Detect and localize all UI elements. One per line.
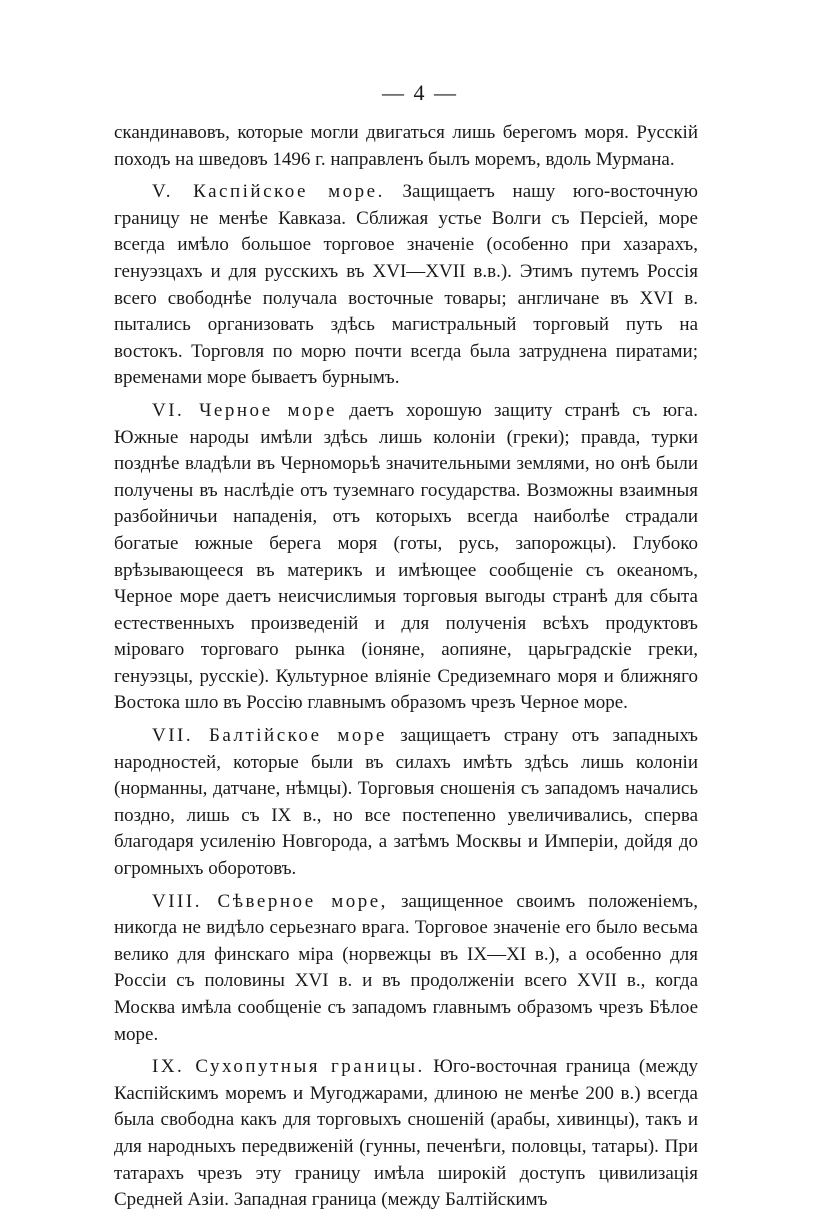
page-number: — 4 —: [382, 80, 458, 105]
paragraph-intro-text: скандинавовъ, которые могли двигаться лишь берегомъ моря. Русскій походъ на шведовъ 1496 г. направленъ былъ моремъ, вдоль Мурмана.: [114, 122, 698, 170]
section-heading-land-borders: IX. Сухопутныя границы.: [152, 1056, 425, 1078]
section-heading-caspian-sea: V. Каспійское море.: [152, 181, 385, 203]
paragraph-black-sea-text: даетъ хорошую защиту странѣ съ юга. Южные народы имѣли здѣсь лишь колоніи (греки); правда, турки позднѣе владѣли въ Черноморьѣ значительными землями, но онѣ были получены въ наслѣдіе отъ туземнаго государства. Возможны взаимныя разбойничьи нападенія, отъ которыхъ всегда наиболѣе страдали богатые южные берега моря (готы, русь, запорожцы). Глубоко врѣзывающееся въ материкъ и имѣющее сообщеніе съ океаномъ, Черное море даетъ неисчислимыя торговыя выгоды странѣ для сбыта естественныхъ произведеній и для полученія всѣхъ продуктовъ міроваго торговаго рынка (іоняне, аопияне, царьградскіе греки, генуэзцы, русскіе). Культурное вліяніе Средиземнаго моря и ближняго Востока шло въ Россію главнымъ образомъ чрезъ Черное море.: [114, 399, 698, 714]
section-heading-baltic-sea: VII. Балтійское море: [152, 725, 387, 747]
paragraph-black-sea: [114, 398, 698, 717]
paragraph-intro: [114, 120, 698, 173]
paragraph-caspian-sea-text: Защищаетъ нашу юго-восточную границу не менѣе Кавказа. Сближая устье Волги съ Персіей, море всегда имѣло большое торговое значеніе (особенно при хазарахъ, генуэзцахъ и для русскихъ въ XVI—XVII в.в.). Этимъ путемъ Россія всего свободнѣе получала восточные товары; англичане въ XVI в. пытались организовать здѣсь магистральный торговый путь на востокъ. Торговля по морю почти всегда была затруднена пиратами; временами море бываетъ бурнымъ.: [114, 181, 698, 389]
paragraph-land-borders: [114, 1054, 698, 1214]
paragraph-caspian-sea: [114, 179, 698, 392]
paragraph-baltic-sea: [114, 723, 698, 883]
paragraph-baltic-sea-text: защищаетъ страну отъ западныхъ народностей, которые были въ силахъ имѣть здѣсь лишь колоніи (норманны, датчане, нѣмцы). Торговыя сношенія съ западомъ начались поздно, лишь съ IX в., но все постепенно увеличивались, сперва благодаря усиленію Новгорода, а затѣмъ Москвы и Имперіи, дойдя до огромныхъ оборотовъ.: [114, 725, 698, 880]
section-heading-black-sea: VI. Черное море: [152, 399, 337, 421]
body-text: [114, 120, 698, 1220]
paragraph-northern-sea: [114, 889, 698, 1049]
paragraph-northern-sea-text: защищенное своимъ положеніемъ, никогда не видѣло серьезнаго врага. Торговое значеніе его было весьма велико для финскаго міра (норвежцы въ IX—XI в.), а особенно для Россіи съ половины XVI в. и въ продолженіи всего XVII в., когда Москва имѣла сообщеніе съ западомъ главнымъ образомъ чрезъ Бѣлое море.: [114, 890, 698, 1045]
paragraph-land-borders-text: Юго-восточная граница (между Каспійскимъ моремъ и Мугоджарами, длиною не менѣе 200 в.) всегда была свободна какъ для торговыхъ сношеній (арабы, хивинцы), такъ и для народныхъ передвиженій (гунны, печенѣги, половцы, татары). При татарахъ чрезъ эту границу имѣла широкій доступъ цивилизація Средней Азіи. Западная граница (между Балтійскимъ: [114, 1056, 698, 1211]
section-heading-northern-sea: VIII. Сѣверное море,: [152, 890, 388, 912]
